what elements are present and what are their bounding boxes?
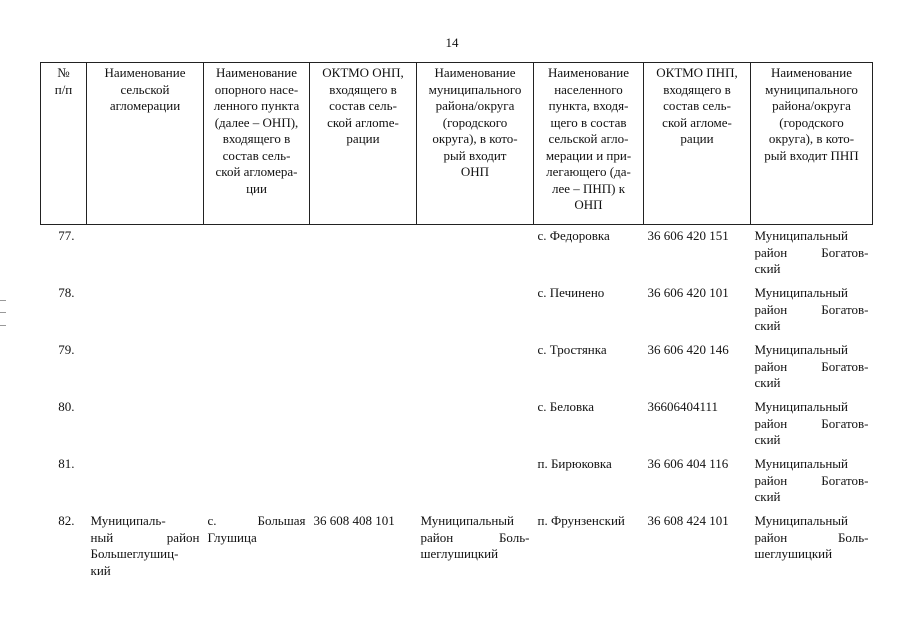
pnp-cell: п. Фрунзенский	[537, 513, 625, 528]
cell-line: №	[57, 65, 70, 80]
onp-oktmo-cell: 36 608 408 101	[313, 513, 395, 528]
cell-line: район Богатов-	[754, 415, 869, 431]
onp-district-cell	[417, 282, 534, 339]
table-row	[41, 339, 873, 396]
cell-line: Муниципальный	[754, 228, 848, 243]
row-number: 80.	[58, 399, 75, 414]
onp-cell	[204, 282, 310, 339]
cell-line: рый входит	[443, 147, 507, 163]
cell-line: район Богатов-	[754, 358, 869, 374]
cell-line: Муниципальный	[754, 456, 848, 471]
agglomeration-cell	[87, 282, 204, 339]
cell-line: щего в состав	[550, 114, 627, 130]
cell-line: мерации и при-	[545, 147, 632, 163]
cell-line: Наименование	[104, 65, 186, 80]
table-row	[41, 510, 873, 585]
onp-district-cell	[417, 225, 534, 283]
header-onp-district	[417, 63, 534, 225]
scan-margin-mark	[0, 300, 6, 301]
pnp-cell: п. Бирюковка	[537, 456, 612, 471]
cell-line: рый входит ПНП	[764, 147, 859, 163]
cell-line: Муниципальный	[754, 342, 848, 357]
header-onp-oktmo	[310, 63, 417, 225]
pnp-oktmo-cell: 36 608 424 101	[647, 513, 729, 528]
onp-oktmo-cell	[310, 396, 417, 453]
cell-line: муниципального	[428, 81, 522, 97]
cell-line: район Богатов-	[754, 472, 869, 488]
cell-line: Муниципаль-	[90, 513, 166, 528]
cell-line: район Богатов-	[754, 244, 869, 260]
cell-line: муниципального	[765, 81, 858, 97]
cell-line: Большеглушиц-	[90, 546, 179, 561]
pnp-district-cell	[751, 453, 873, 510]
cell-line: состав сель-	[329, 98, 397, 113]
cell-line: район Богатов-	[754, 301, 869, 317]
table-header-row	[41, 63, 873, 225]
pnp-oktmo-cell: 36 606 420 101	[647, 285, 729, 300]
cell-line: ской агломе-	[662, 114, 732, 130]
pnp-district-cell	[751, 282, 873, 339]
page-number: 14	[445, 35, 459, 50]
cell-line: Наименование	[771, 65, 852, 80]
agglomeration-cell	[87, 225, 204, 283]
cell-line: район Боль-	[754, 529, 869, 545]
cell-line: шеглушицкий	[420, 546, 499, 561]
header-number	[41, 63, 87, 225]
pnp-oktmo-cell: 36 606 420 146	[647, 342, 729, 357]
table-row	[41, 396, 873, 453]
header-pnp	[534, 63, 644, 225]
cell-line: Наименование	[434, 65, 516, 80]
cell-line: сельской агло-	[548, 131, 629, 146]
pnp-district-cell	[751, 510, 873, 585]
cell-line: входящего в	[329, 81, 397, 97]
onp-cell	[204, 453, 310, 510]
agglomeration-cell	[87, 396, 204, 453]
row-number: 79.	[58, 342, 75, 357]
cell-line: района/округа	[435, 98, 515, 113]
onp-cell	[204, 396, 310, 453]
cell-line: округа), в кото-	[432, 131, 518, 146]
agglomeration-cell	[87, 510, 204, 585]
row-number: 78.	[58, 285, 75, 300]
cell-line: ский	[754, 318, 781, 333]
table-row	[41, 225, 873, 283]
cell-line: шеглушицкий	[754, 546, 833, 561]
pnp-cell: с. Печинено	[537, 285, 605, 300]
row-number: 81.	[58, 456, 75, 471]
agglomeration-cell	[87, 339, 204, 396]
onp-oktmo-cell	[310, 282, 417, 339]
onp-district-cell	[417, 396, 534, 453]
cell-line: состав сель-	[222, 147, 291, 163]
onp-district-cell	[417, 453, 534, 510]
row-number: 82.	[58, 513, 75, 528]
cell-line: ской агломера-	[215, 164, 298, 179]
cell-line: Муниципальный	[754, 285, 848, 300]
pnp-cell: с. Тростянка	[537, 342, 607, 357]
onp-district-cell	[417, 510, 534, 585]
cell-line: ский	[754, 489, 781, 504]
cell-line: (далее – ОНП),	[214, 114, 299, 130]
header-pnp-district	[751, 63, 873, 225]
cell-line: состав сель-	[663, 98, 731, 113]
pnp-district-cell	[751, 396, 873, 453]
cell-line: рации	[346, 131, 380, 146]
cell-line: ции	[246, 180, 267, 196]
header-onp	[204, 63, 310, 225]
cell-line: Муниципальный	[420, 513, 514, 528]
cell-line: опорного насе-	[214, 81, 299, 97]
cell-line: ОНП	[460, 164, 490, 179]
cell-line: Муниципальный	[754, 399, 848, 414]
scan-margin-mark	[0, 312, 6, 313]
pnp-oktmo-cell: 36606404111	[647, 399, 719, 414]
cell-line: пункта, входя-	[548, 98, 629, 113]
onp-oktmo-cell	[310, 339, 417, 396]
cell-line: рации	[680, 131, 714, 146]
cell-line: района/округа	[772, 98, 851, 113]
onp-cell	[204, 225, 310, 283]
cell-line: Наименование	[216, 65, 297, 80]
cell-line: входящего в	[663, 81, 731, 97]
header-pnp-oktmo	[644, 63, 751, 225]
cell-line: ской аглome-	[327, 114, 399, 130]
cell-line: легающего (да-	[546, 164, 631, 179]
pnp-oktmo-cell: 36 606 420 151	[647, 228, 729, 243]
agglomeration-table	[40, 62, 873, 585]
row-number: 77.	[58, 228, 75, 243]
cell-line: кий	[90, 562, 111, 578]
onp-cell	[204, 510, 310, 585]
cell-line: населенного	[554, 81, 623, 97]
cell-line: ОКТМО ПНП,	[656, 65, 738, 80]
cell-line: лее – ПНП) к	[551, 180, 626, 196]
agglomeration-cell	[87, 453, 204, 510]
cell-line: с. Большая	[207, 513, 306, 528]
cell-line: ский	[754, 261, 781, 276]
cell-line: ный район	[90, 529, 200, 545]
cell-line: ОНП	[574, 197, 603, 212]
onp-district-cell	[417, 339, 534, 396]
pnp-district-cell	[751, 339, 873, 396]
cell-line: агломерации	[109, 98, 181, 113]
table-row	[41, 282, 873, 339]
cell-line: сельской	[120, 81, 170, 97]
onp-cell	[204, 339, 310, 396]
cell-line: ленного пункта	[213, 98, 300, 113]
cell-line: п/п	[54, 81, 73, 97]
table-row	[41, 453, 873, 510]
pnp-cell: с. Федоровка	[537, 228, 610, 243]
cell-line: ский	[754, 375, 781, 390]
onp-oktmo-cell	[310, 225, 417, 283]
cell-line: (городского	[779, 114, 844, 130]
cell-line: Глушица	[207, 529, 257, 545]
cell-line: ский	[754, 432, 781, 447]
pnp-oktmo-cell: 36 606 404 116	[647, 456, 729, 471]
cell-line: входящего в	[222, 131, 291, 146]
header-agglomeration	[87, 63, 204, 225]
pnp-district-cell	[751, 225, 873, 283]
cell-line: ОКТМО ОНП,	[322, 65, 404, 80]
cell-line: Муниципальный	[754, 513, 848, 528]
pnp-cell: с. Беловка	[537, 399, 595, 414]
cell-line: Наименование	[548, 65, 629, 80]
scan-margin-mark	[0, 325, 6, 326]
cell-line: район Боль-	[420, 529, 530, 545]
cell-line: (городского	[442, 114, 508, 130]
onp-oktmo-cell	[310, 453, 417, 510]
cell-line: округа), в кото-	[768, 131, 855, 146]
